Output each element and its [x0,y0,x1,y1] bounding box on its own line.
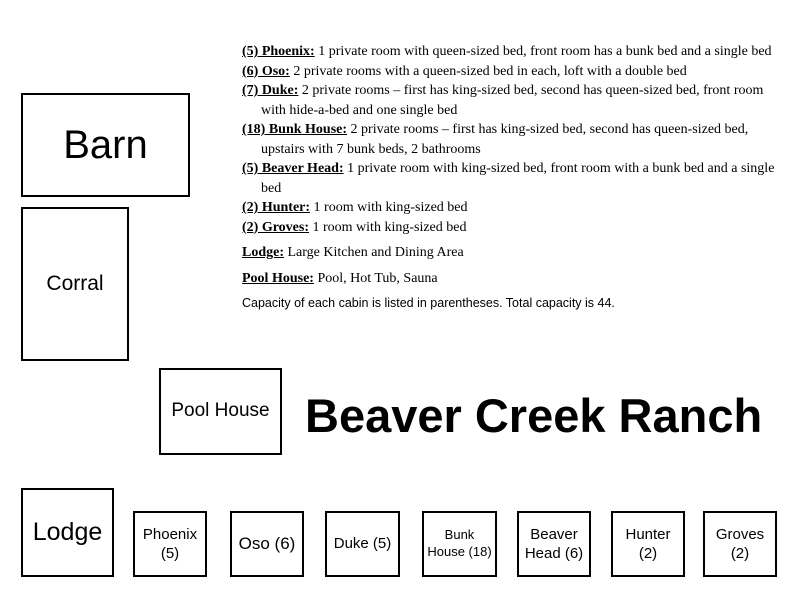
legend-entry-name: (6) Oso: [242,63,290,79]
cabin-label-line1: Oso (6) [238,533,296,553]
legend-entry-name: Lodge: [242,245,284,260]
legend-entry-oso [242,62,782,82]
cabin-label-line2: (2) [730,545,750,562]
cabin-label-line2: (5) [160,545,180,562]
cabin-phoenix [133,511,207,577]
capacity-note: Capacity of each cabin is listed in parentheses. Total capacity is 44. [242,296,615,310]
ranch-title: Beaver Creek Ranch [305,389,763,442]
legend-entry-name: (18) Bunk House: [242,122,348,137]
cabin-duke [325,511,400,577]
legend-entry-desc: Large Kitchen and Dining Area [284,245,464,260]
pool-house-label: Pool House [171,400,270,422]
cabin-label-line2: (2) [638,545,658,562]
legend-entry-hunter [242,198,782,218]
cabin-label-line1: Duke (5) [333,535,392,553]
cabin-hunter [611,511,685,577]
legend-entry-groves [242,218,782,238]
legend-entry-desc: 1 room with king-sized bed [310,200,468,215]
lodge-box [21,488,114,577]
cabin-label-line1: Bunk [444,527,475,543]
cabin-groves [703,511,777,577]
legend-entry-name: (2) Groves: [242,219,309,235]
legend-entry-name: (5) Beaver Head: [242,161,344,176]
barn-label: Barn [63,123,148,167]
pool-house-box [159,368,282,455]
cabin-bunk-house [422,511,497,577]
legend-entry-name: (5) Phoenix: [242,44,315,59]
legend-entry-phoenix [242,42,782,62]
legend-entry-desc: 2 private rooms – first has king-sized bed, second has queen-sized bed, front room with hide-a-bed and one single bed [261,83,764,118]
cabin-label-line2: House (18) [427,544,492,559]
legend-entry-lodge [242,243,782,263]
legend-entry-bunk-house [242,120,782,159]
legend-entry-desc: 2 private rooms – first has king-sized bed, second has queen-sized bed, upstairs with 7 bunk beds, 2 bathrooms [261,122,749,157]
legend-entry-desc: Pool, Hot Tub, Sauna [313,270,438,286]
lodge-label: Lodge [32,518,103,547]
legend-entry-beaver-head [242,159,782,198]
corral-label: Corral [46,272,104,296]
legend-entry-desc: 2 private rooms with a queen-sized bed in each, loft with a double bed [289,63,687,79]
cabin-label-line1: Beaver [530,525,578,543]
cabin-label-line1: Hunter [625,525,671,543]
legend-entry-desc: 1 private room with queen-sized bed, front room has a bunk bed and a single bed [314,44,772,59]
cabin-label-line1: Phoenix [142,525,198,543]
cabin-label-line1: Groves [715,525,765,543]
legend-entry-desc: 1 room with king-sized bed [309,219,467,235]
legend-entry-desc: 1 private room with king-sized bed, front room with a bunk bed and a single bed [261,161,775,196]
cabin-oso [230,511,304,577]
legend-entry-name: Pool House: [242,270,314,286]
cabin-label-line2: Head (6) [524,545,584,562]
legend-entry-name: (2) Hunter: [242,200,311,215]
legend-entry-name: (7) Duke: [242,83,299,98]
legend [242,42,782,314]
legend-entry-pool-house [242,269,782,289]
barn-box [21,93,190,197]
legend-entry-duke [242,81,782,120]
cabin-beaver-head [517,511,591,577]
corral-box [21,207,129,361]
